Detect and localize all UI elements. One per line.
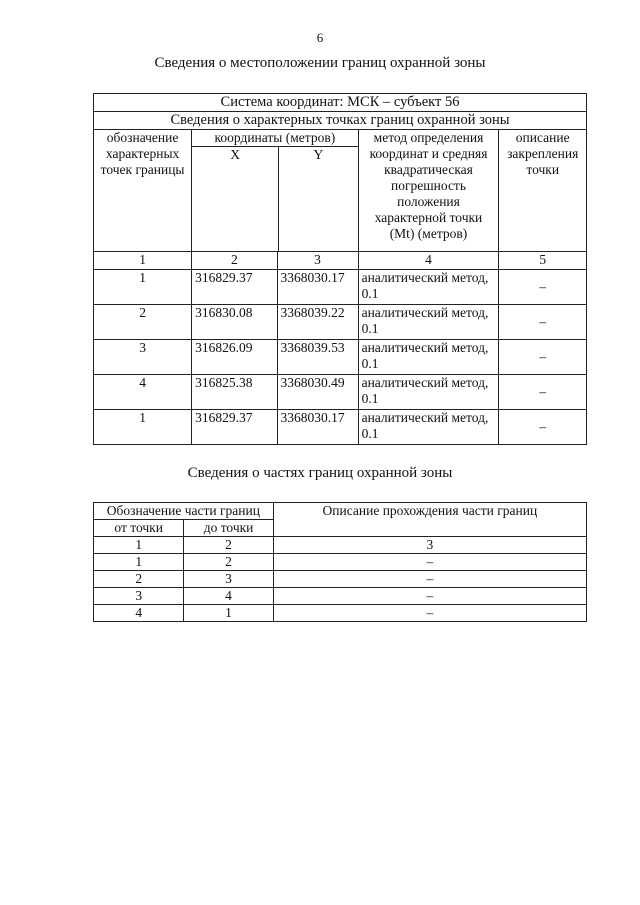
coord-x: 316825.38 xyxy=(192,375,277,410)
point-id: 1 xyxy=(94,410,192,445)
part-desc: – xyxy=(273,588,586,605)
header-coordinates xyxy=(192,130,358,252)
fixing-desc: – xyxy=(499,305,587,340)
fixing-desc: – xyxy=(499,375,587,410)
to-point: 3 xyxy=(184,571,273,588)
from-point: 2 xyxy=(94,571,184,588)
coord-y: 3368030.17 xyxy=(277,410,358,445)
header-part-description: Описание прохождения части границ xyxy=(273,503,586,537)
header-method: метод определения координат и средняя квадратическая погрешность положения характерной точки (Mt) (метров) xyxy=(358,130,499,252)
points-subtitle-cell: Сведения о характерных точках границ охранной зоны xyxy=(94,112,587,130)
page-number: 6 xyxy=(316,30,324,45)
coord-x: 316826.09 xyxy=(192,340,277,375)
to-point: 4 xyxy=(184,588,273,605)
part-desc: – xyxy=(273,571,586,588)
table-row xyxy=(94,554,587,571)
from-point: 4 xyxy=(94,605,184,622)
table-row xyxy=(94,605,587,622)
coord-y: 3368030.17 xyxy=(277,270,358,305)
header-from-point: от точки xyxy=(94,520,184,537)
to-point: 1 xyxy=(184,605,273,622)
method: аналитический метод, 0.1 xyxy=(358,410,499,445)
table-row xyxy=(94,588,587,605)
part-desc: – xyxy=(273,554,586,571)
col-number: 1 xyxy=(94,537,184,554)
table-row xyxy=(94,305,587,340)
point-id: 3 xyxy=(94,340,192,375)
header-point-designation: обозначение характерных точек границы xyxy=(94,130,192,252)
col-number: 5 xyxy=(499,252,587,270)
col-number: 3 xyxy=(273,537,586,554)
fixing-desc: – xyxy=(499,410,587,445)
header-part-designation: Обозначение части границ xyxy=(94,503,274,520)
method: аналитический метод, 0.1 xyxy=(358,375,499,410)
header-coordinates-label: координаты (метров) xyxy=(192,130,357,147)
point-id: 2 xyxy=(94,305,192,340)
coord-x: 316830.08 xyxy=(192,305,277,340)
from-point: 1 xyxy=(94,554,184,571)
coordinate-system-cell: Система координат: МСК – субъект 56 xyxy=(94,94,587,112)
header-y: Y xyxy=(313,147,324,162)
section1-title: Сведения о местоположении границ охранной зоны xyxy=(154,55,486,71)
header-x: X xyxy=(192,147,279,251)
coord-x: 316829.37 xyxy=(192,410,277,445)
part-desc: – xyxy=(273,605,586,622)
method: аналитический метод, 0.1 xyxy=(358,270,499,305)
coord-y: 3368039.22 xyxy=(277,305,358,340)
method: аналитический метод, 0.1 xyxy=(358,340,499,375)
boundary-points-table xyxy=(93,93,587,445)
table-row xyxy=(94,571,587,588)
point-id: 1 xyxy=(94,270,192,305)
table-row xyxy=(94,270,587,305)
header-fixing-description: описание закрепления точки xyxy=(499,130,587,252)
table-row xyxy=(94,410,587,445)
table-row xyxy=(94,375,587,410)
col-number: 2 xyxy=(192,252,277,270)
section2-title: Сведения о частях границ охранной зоны xyxy=(187,465,453,481)
fixing-desc: – xyxy=(499,340,587,375)
col-number: 4 xyxy=(358,252,499,270)
col-number: 2 xyxy=(184,537,273,554)
boundary-parts-table xyxy=(93,502,587,622)
fixing-desc: – xyxy=(499,270,587,305)
from-point: 3 xyxy=(94,588,184,605)
coord-x: 316829.37 xyxy=(192,270,277,305)
method: аналитический метод, 0.1 xyxy=(358,305,499,340)
to-point: 2 xyxy=(184,554,273,571)
col-number: 1 xyxy=(94,252,192,270)
coord-y: 3368039.53 xyxy=(277,340,358,375)
col-number: 3 xyxy=(277,252,358,270)
point-id: 4 xyxy=(94,375,192,410)
header-to-point: до точки xyxy=(184,520,273,537)
table-row xyxy=(94,340,587,375)
coord-y: 3368030.49 xyxy=(277,375,358,410)
